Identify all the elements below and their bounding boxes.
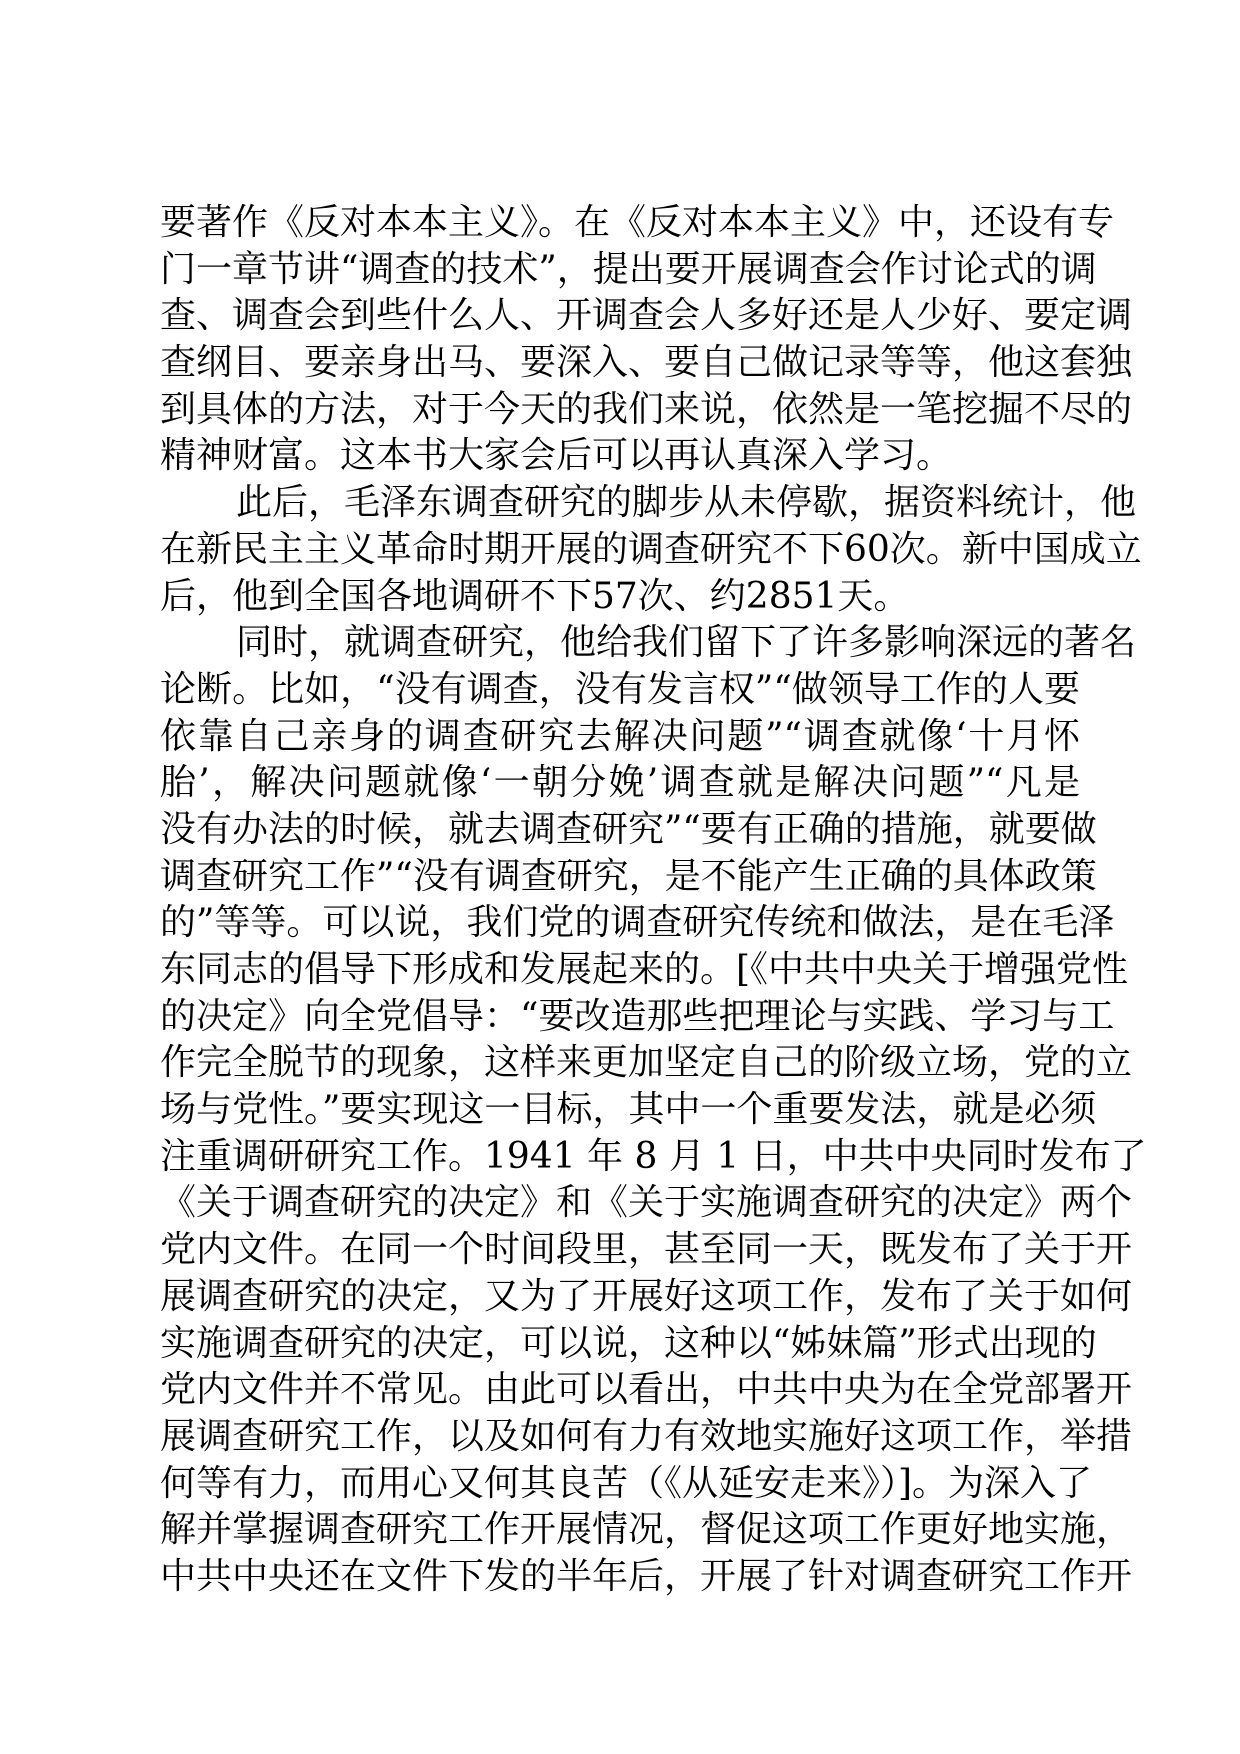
text-line: 在新民主主义革命时期开展的调查研究不下60次。新中国成立	[160, 528, 1142, 570]
text-line: 查、调查会到些什么人、开调查会人多好还是人少好、要定调	[160, 295, 1133, 337]
text-line: 展调查研究工作，以及如何有力有效地实施好这项工作，举措	[160, 1415, 1133, 1457]
text-line: 同时，就调查研究，他给我们留下了许多影响深远的著名	[236, 622, 1137, 664]
text-line: 精神财富。这本书大家会后可以再认真深入学习。	[160, 435, 953, 477]
text-line: 注重调研研究工作。1941 年 8 月 1 日，中共中央同时发布了	[160, 1135, 1147, 1177]
text-line: 的决定》向全党倡导：“要改造那些把理论与实践、学习与工	[160, 995, 1115, 1037]
text-line: 没有办法的时候，就去调查研究”“要有正确的措施，就要做	[160, 808, 1097, 850]
text-line: 论断。比如，“没有调查，没有发言权”“做领导工作的人要	[160, 668, 1080, 710]
text-line: 党内文件。在同一个时间段里，甚至同一天，既发布了关于开	[160, 1229, 1133, 1271]
text-line: 要著作《反对本本主义》。在《反对本本主义》中，还设有专	[160, 202, 1115, 243]
text-line: 后，他到全国各地调研不下57次、约2851天。	[160, 575, 910, 617]
text-line: 依靠自己亲身的调查研究去解决问题”“调查就像‘十月怀	[160, 715, 1080, 757]
text-line: 解并掌握调查研究工作开展情况，督促这项工作更好地实施，	[160, 1509, 1133, 1551]
document-page	[160, 200, 1147, 1601]
text-line: 实施调查研究的决定，可以说，这种以“姊妹篇”形式出现的	[160, 1322, 1097, 1364]
text-line: 到具体的方法，对于今天的我们来说，依然是一笔挖掘不尽的	[160, 388, 1133, 430]
text-line: 胎’，解决问题就像‘一朝分娩’调查就是解决问题”“凡是	[160, 762, 1080, 804]
text-line: 《关于调查研究的决定》和《关于实施调查研究的决定》两个	[160, 1182, 1133, 1224]
text-line: 此后，毛泽东调查研究的脚步从未停歇，据资料统计，他	[236, 482, 1137, 524]
paragraph-1	[160, 200, 1133, 480]
text-line: 作完全脱节的现象，这样来更加坚定自己的阶级立场，党的立	[160, 1042, 1133, 1084]
text-line: 查纲目、要亲身出马、要深入、要自己做记录等等，他这套独	[160, 342, 1133, 384]
text-line: 展调查研究的决定，又为了开展好这项工作，发布了关于如何	[160, 1275, 1133, 1317]
text-line: 东同志的倡导下形成和发展起来的。[《中共中央关于增强党性	[160, 949, 1129, 990]
text-line: 党内文件并不常见。由此可以看出，中共中央为在全党部署开	[160, 1369, 1133, 1411]
text-line: 的”等等。可以说，我们党的调查研究传统和做法，是在毛泽	[160, 902, 1115, 944]
text-line: 场与党性。”要实现这一目标，其中一个重要发法，就是必须	[160, 1089, 1097, 1131]
text-line: 何等有力，而用心又何其良苦（《从延安走来》）]。为深入了	[160, 1462, 1093, 1504]
text-line: 门一章节讲“调查的技术”，提出要开展调查会作讨论式的调	[160, 248, 1097, 290]
text-line: 调查研究工作”“没有调查研究，是不能产生正确的具体政策	[160, 855, 1097, 897]
text-line: 中共中央还在文件下发的半年后，开展了针对调查研究工作开	[160, 1555, 1133, 1597]
paragraph-3	[160, 620, 1147, 1600]
paragraph-2	[160, 480, 1142, 620]
